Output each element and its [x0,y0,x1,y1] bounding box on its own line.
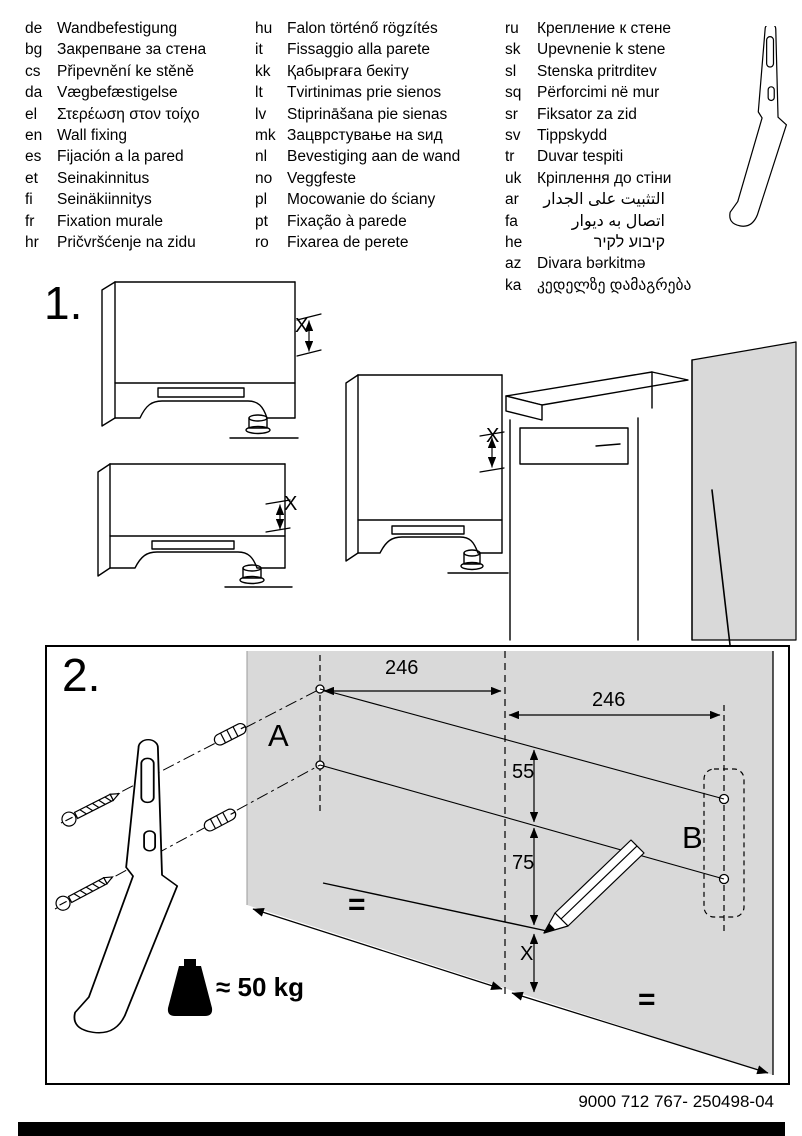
wall-bracket-illustration [718,26,802,241]
language-code: fi [25,191,33,209]
language-column-1 [25,18,206,253]
language-row-no [255,168,460,189]
language-label: Fiksator za zid [537,105,637,123]
bottom-bar [18,1122,785,1136]
language-label: Upevnenie k stene [537,41,666,59]
document-number: 9000 712 767- 250498-04 [578,1092,774,1111]
language-row-fi [25,189,206,210]
language-row-sv [505,125,691,146]
language-code: ro [255,234,269,252]
language-row-sr [505,104,691,125]
language-code: ka [505,276,522,294]
language-label: Tvirtinimas prie sienos [287,84,442,102]
adjustable-foot-1 [246,415,270,434]
language-label: Seinäkiinnitys [57,191,152,209]
language-row-hu [255,18,460,39]
wall-plug-icon [213,722,248,747]
language-label: Στερέωση στον τοίχο [57,105,200,123]
weight-icon [168,959,212,1016]
language-code: cs [25,62,41,80]
step2-panel [45,645,790,1085]
language-row-sl [505,61,691,82]
step-1-number: 1. [44,277,83,329]
language-code: da [25,84,43,102]
language-label: Připevnění ke stěně [57,62,195,80]
language-code: mk [255,127,276,145]
language-label: Fixarea de perete [287,234,409,252]
language-code: lv [255,105,267,123]
appliance-bottom-view-2 [98,464,292,587]
language-label: קיבוע לקיר [593,234,665,252]
language-row-fa [505,211,691,232]
language-row-de [25,18,206,39]
language-label: Duvar tespiti [537,148,624,166]
language-code: sr [505,105,518,123]
language-row-bg [25,39,206,60]
language-code: ar [505,191,519,209]
position-a-label: A [268,718,289,753]
screw-icon [60,787,122,828]
language-row-el [25,104,206,125]
language-code: fr [25,212,35,230]
language-label: Wall fixing [57,127,128,145]
language-label: Қабырғаға бекіту [287,62,409,80]
language-code: pt [255,212,268,230]
language-row-tr [505,146,691,167]
bracket-slot-top [767,37,774,67]
screw-icon [54,871,116,913]
language-column-3 [505,18,691,296]
language-code: he [505,234,523,252]
language-label: Vægbefæstigelse [57,84,178,102]
language-code: nl [255,148,268,166]
language-label: اتصال به دیوار [571,212,665,230]
language-label: Закрепване за стена [57,41,207,59]
dimension-x-label-4: X [520,943,534,965]
appliance-bottom-view-3 [346,375,508,573]
dimension-x-label-1: X [295,315,309,337]
language-code: no [255,169,273,187]
language-code: sk [505,41,521,59]
equal-spacing-label-1: = [348,888,366,921]
dimension-x-label-3: X [486,425,500,447]
language-code: tr [505,148,515,166]
language-code: sl [505,62,517,80]
step2-wall-template-diagram [47,647,788,1083]
language-label: Veggfeste [287,169,356,187]
language-label: Крепление к стене [537,20,672,37]
appliance-bottom-view-1 [102,282,321,438]
language-code: az [505,255,522,273]
language-row-es [25,146,206,167]
language-row-mk [255,125,460,146]
language-code: hr [25,234,39,252]
language-row-en [25,125,206,146]
language-code: uk [505,169,522,187]
kitchen-corner-illustration [506,342,796,645]
language-label: Seinakinnitus [57,169,150,187]
language-code: et [25,169,38,187]
language-label: კედელზე დამაგრება [537,276,692,294]
dimension-55-label: 55 [512,761,535,783]
language-code: es [25,148,42,166]
language-code: hu [255,20,273,37]
language-label: Fixação à parede [287,212,407,230]
language-label: Wandbefestigung [57,20,178,37]
step1-illustrations [40,268,800,653]
language-code: sv [505,127,521,145]
language-label: Tippskydd [537,127,608,145]
dimension-246-right-label: 246 [592,689,626,711]
language-row-fr [25,211,206,232]
language-label: Stenska pritrditev [537,62,657,80]
language-label: Зацврстување на ѕид [287,127,443,145]
language-row-et [25,168,206,189]
step-2-number: 2. [62,649,101,701]
language-code: en [25,127,43,145]
language-label: Fijación a la pared [57,148,184,166]
language-label: Mocowanie do ściany [287,191,436,209]
language-label: Fissaggio alla parete [287,41,431,59]
language-code: de [25,20,43,37]
wall-plug-icon [202,807,237,833]
language-row-ro [255,232,460,253]
language-row-nl [255,146,460,167]
language-code: sq [505,84,522,102]
language-code: lt [255,84,263,102]
language-row-hr [25,232,206,253]
language-code: el [25,105,38,123]
language-label: Кріплення до стіни [537,169,672,187]
bracket-slot-bottom [768,87,774,101]
language-column-2 [255,18,460,253]
language-row-ru [505,18,691,39]
weight-capacity-label: ≈ 50 kg [216,972,304,1002]
language-label: Falon történő rögzítés [287,20,438,37]
language-row-cs [25,61,206,82]
language-label: Bevestiging aan de wand [287,148,461,166]
language-row-uk [505,168,691,189]
language-code: it [255,41,263,59]
dimension-246-left-label: 246 [385,657,419,679]
language-row-ar [505,189,691,210]
language-code: ru [505,20,519,37]
dimension-x-label-2: X [284,493,298,515]
language-row-lt [255,82,460,103]
adjustable-foot-2 [240,565,264,584]
language-label: Përforcimi në mur [537,84,660,102]
adjustable-foot-3 [461,550,483,570]
dimension-75-label: 75 [512,852,535,874]
language-label: Divara bərkitmə [537,255,646,273]
language-row-sq [505,82,691,103]
equal-spacing-label-2: = [638,983,656,1016]
language-code: fa [505,212,518,230]
language-row-kk [255,61,460,82]
language-label: التثبيت على الجدار [543,191,665,209]
language-row-it [255,39,460,60]
language-row-he [505,232,691,253]
language-row-lv [255,104,460,125]
language-label: Fixation murale [57,212,163,230]
language-row-da [25,82,206,103]
language-row-pt [255,211,460,232]
language-code: pl [255,191,268,209]
language-label: Pričvršćenje na zidu [57,234,196,252]
position-b-label: B [682,820,703,855]
language-label: Stiprināšana pie sienas [287,105,448,123]
language-row-sk [505,39,691,60]
language-code: kk [255,62,271,80]
language-row-pl [255,189,460,210]
bracket-body [730,26,787,226]
language-code: bg [25,41,43,59]
